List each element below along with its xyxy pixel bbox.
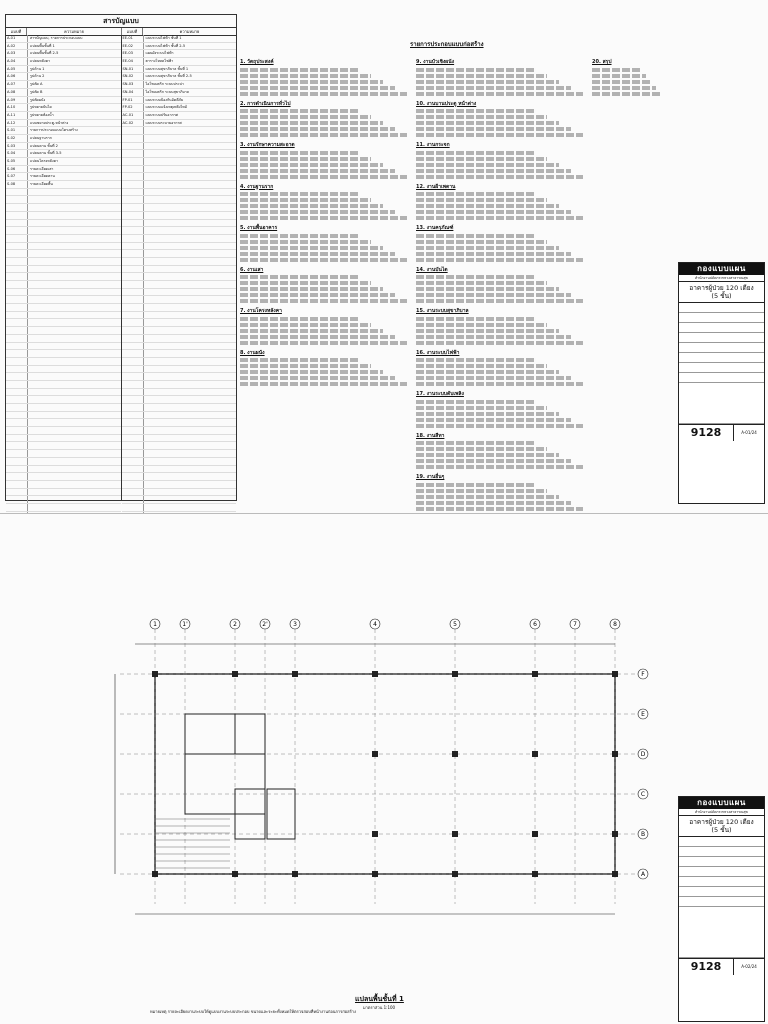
index-row-empty xyxy=(122,289,237,297)
index-row-empty xyxy=(6,458,121,466)
index-row xyxy=(6,97,121,105)
spec-section-heading: 2. การดำเนินการทั่วไป xyxy=(240,100,291,107)
spec-section-heading: 10. งานบานประตู หน้าต่าง xyxy=(416,100,477,107)
index-row-empty xyxy=(6,358,121,366)
index-row-empty xyxy=(6,373,121,381)
drawing-index-title: สารบัญแบบ xyxy=(6,15,236,28)
index-row xyxy=(6,73,121,81)
index-row-no: A-09 xyxy=(6,97,28,104)
tb-row xyxy=(679,373,764,383)
index-row-no: S-02 xyxy=(6,135,28,142)
index-row-empty xyxy=(122,427,237,435)
index-row-empty xyxy=(6,327,121,335)
index-row-no: SN-01 xyxy=(122,66,144,73)
index-row-name: แปลนพื้นชั้นที่ 2-5 xyxy=(30,51,59,56)
index-row-no: S-01 xyxy=(6,127,28,134)
index-row-empty xyxy=(122,304,237,312)
index-row-empty xyxy=(122,220,237,228)
index-row-empty xyxy=(122,419,237,427)
index-row xyxy=(6,35,121,43)
index-row-empty xyxy=(122,350,237,358)
index-row-empty xyxy=(122,212,237,220)
grid-label: E xyxy=(641,711,645,718)
index-row xyxy=(6,181,121,189)
index-row-empty xyxy=(122,412,237,420)
tb-row xyxy=(679,383,764,424)
title-block xyxy=(678,796,765,1022)
index-row-empty xyxy=(6,419,121,427)
index-row-no: EE-04 xyxy=(122,58,144,65)
index-row-empty xyxy=(122,389,237,397)
tb-row xyxy=(679,343,764,353)
spec-section-heading: 3. งานรักษาความสะอาด xyxy=(240,142,295,148)
org-name: สำนักงานปลัดกระทรวงสาธารณสุข xyxy=(679,275,764,282)
index-row-empty xyxy=(122,181,237,189)
tb-row xyxy=(679,887,764,897)
tb-row xyxy=(679,877,764,887)
index-row-empty xyxy=(122,396,237,404)
index-row-empty xyxy=(122,450,237,458)
index-row-empty xyxy=(122,204,237,212)
index-row-no: S-07 xyxy=(6,173,28,180)
index-row-no: EE-01 xyxy=(122,35,144,42)
index-row-no: S-03 xyxy=(6,143,28,150)
index-row-name: แปลนคาน ชั้นที่ 3-5 xyxy=(30,151,62,156)
plan-scale: มาตราส่วน 1:100 xyxy=(363,1005,396,1010)
building-outline xyxy=(155,674,615,874)
index-row-empty xyxy=(6,350,121,358)
index-row-empty xyxy=(6,227,121,235)
index-row-empty xyxy=(6,204,121,212)
project-name: อาคารผู้ป่วย 120 เตียง (5 ชั้น) xyxy=(679,816,764,837)
tb-row xyxy=(679,857,764,867)
index-row xyxy=(6,89,121,97)
index-row-empty xyxy=(122,373,237,381)
index-row-name: รูปตัด B xyxy=(30,89,43,94)
index-row-no: EE-03 xyxy=(122,50,144,57)
index-row-empty xyxy=(122,473,237,481)
index-row-empty xyxy=(122,466,237,474)
spec-section-heading: 13. งานครุภัณฑ์ xyxy=(416,225,454,231)
index-row-name: แผนผังระบบไฟฟ้า xyxy=(145,51,174,56)
index-row-no: AC-02 xyxy=(122,120,144,127)
index-row xyxy=(122,50,237,58)
index-row-no: A-12 xyxy=(6,120,28,127)
index-row-empty xyxy=(122,319,237,327)
index-row-name: รูปขยายห้องน้ำ xyxy=(30,112,54,117)
index-row-no: FP-02 xyxy=(122,104,144,111)
org-logo: กองแบบแผน xyxy=(679,797,764,809)
index-row-empty xyxy=(6,312,121,320)
spec-section-heading: 6. งานเสา xyxy=(240,266,264,273)
index-row-empty xyxy=(6,489,121,497)
project-name: อาคารผู้ป่วย 120 เตียง (5 ชั้น) xyxy=(679,282,764,303)
spec-column-3 xyxy=(592,54,662,98)
index-row xyxy=(6,81,121,89)
index-row xyxy=(122,120,237,128)
index-row-no: AC-01 xyxy=(122,112,144,119)
index-row-no: A-06 xyxy=(6,73,28,80)
index-row-no: A-04 xyxy=(6,58,28,65)
index-row-empty xyxy=(122,273,237,281)
index-row-no: S-06 xyxy=(6,166,28,173)
tb-row xyxy=(679,897,764,907)
index-row-empty xyxy=(6,189,121,197)
grid-label: 4 xyxy=(373,621,377,628)
index-row-empty xyxy=(122,404,237,412)
index-row xyxy=(6,150,121,158)
index-row-empty xyxy=(122,250,237,258)
index-row xyxy=(6,135,121,143)
index-row xyxy=(6,43,121,51)
floor-plan-drawing xyxy=(95,614,655,934)
index-row-empty xyxy=(6,319,121,327)
index-row xyxy=(122,112,237,120)
index-row-empty xyxy=(122,143,237,151)
index-row-no: A-01 xyxy=(6,35,28,42)
spec-section-heading: 14. งานบันได xyxy=(416,266,448,273)
index-row xyxy=(122,89,237,97)
org-logo: กองแบบแผน xyxy=(679,263,764,275)
index-row-empty xyxy=(6,481,121,489)
spec-section-heading: 7. งานโครงหลังคา xyxy=(240,308,282,314)
index-row-empty xyxy=(122,458,237,466)
index-row-empty xyxy=(6,273,121,281)
index-row-name: แบบระบบปรับอากาศ xyxy=(145,112,178,117)
index-row-empty xyxy=(122,496,237,504)
spec-section-heading: 18. งานสีทา xyxy=(416,432,445,439)
index-row-no: A-08 xyxy=(6,89,28,96)
index-row-empty xyxy=(6,412,121,420)
index-row-no: SN-04 xyxy=(122,89,144,96)
grid-label: 5 xyxy=(453,621,457,628)
index-row-empty xyxy=(6,381,121,389)
index-row-empty xyxy=(6,196,121,204)
grid-label: B xyxy=(640,831,646,838)
spec-section-heading: 11. งานกระจก xyxy=(416,142,450,148)
index-row-empty xyxy=(122,189,237,197)
index-row-empty xyxy=(6,442,121,450)
grid-label: A xyxy=(640,871,646,878)
index-row xyxy=(6,104,121,112)
index-row xyxy=(6,173,121,181)
sheet-number: A-02/24 xyxy=(733,959,764,975)
spec-section-heading: 15. งานระบบสุขาภิบาล xyxy=(416,308,469,314)
index-row-name: แบบขยายประตู-หน้าต่าง xyxy=(30,120,69,125)
index-row-no: SN-02 xyxy=(122,73,144,80)
tb-row xyxy=(679,353,764,363)
index-row xyxy=(122,58,237,66)
index-row-name: รายละเอียดคาน xyxy=(30,174,55,179)
index-row-no: S-05 xyxy=(6,158,28,165)
index-row-empty xyxy=(6,220,121,228)
index-row-empty xyxy=(6,343,121,351)
spec-section-heading: 19. งานอื่นๆ xyxy=(416,474,445,480)
index-row-empty xyxy=(122,173,237,181)
grid-label: D xyxy=(640,751,646,758)
index-row-empty xyxy=(122,127,237,135)
grid-label: 1 xyxy=(153,621,157,628)
index-row-empty xyxy=(122,266,237,274)
tb-row xyxy=(679,303,764,313)
index-row-empty xyxy=(122,442,237,450)
spec-column-2 xyxy=(416,54,586,513)
index-row-empty xyxy=(122,235,237,243)
index-row-empty xyxy=(122,150,237,158)
grid-label: 1' xyxy=(182,621,188,628)
index-row-empty xyxy=(6,296,121,304)
index-row xyxy=(122,81,237,89)
header-no: แบบที่ xyxy=(6,28,27,35)
index-row xyxy=(122,104,237,112)
spec-section-heading: 8. งานผนัง xyxy=(240,349,265,356)
grid-label: 2' xyxy=(262,621,268,628)
spec-section-heading: 16. งานระบบไฟฟ้า xyxy=(416,349,460,356)
index-row-empty xyxy=(6,396,121,404)
index-row-name: ไอโซเมตริก ระบบประปา xyxy=(145,82,184,87)
index-row xyxy=(6,66,121,74)
index-row-empty xyxy=(122,243,237,251)
tb-row xyxy=(679,907,764,958)
grid-label: 8 xyxy=(613,621,617,628)
index-row-empty xyxy=(122,135,237,143)
index-row-empty xyxy=(122,227,237,235)
tb-row xyxy=(679,847,764,857)
index-row-name: แบบระบบไฟฟ้า ชั้นที่ 1 xyxy=(145,36,182,40)
index-row-empty xyxy=(6,496,121,504)
index-row xyxy=(122,73,237,81)
index-row-name: รูปด้าน 2 xyxy=(30,74,45,79)
index-row-empty xyxy=(6,243,121,251)
index-row-name: รายละเอียดพื้น xyxy=(30,182,53,187)
tb-row xyxy=(679,323,764,333)
index-row-name: แบบระบบไฟฟ้า ชั้นที่ 2-5 xyxy=(145,43,186,48)
header-name: ความหมาย xyxy=(179,29,200,34)
index-row xyxy=(6,127,121,135)
index-row-no: A-05 xyxy=(6,66,28,73)
index-row-empty xyxy=(122,166,237,174)
index-row-empty xyxy=(122,281,237,289)
index-row-empty xyxy=(6,212,121,220)
index-row-empty xyxy=(6,250,121,258)
index-row-name: แปลนหลังคา xyxy=(30,59,51,64)
index-row-empty xyxy=(6,389,121,397)
lift-core xyxy=(267,789,295,839)
index-row-no: A-02 xyxy=(6,43,28,50)
room xyxy=(185,714,235,754)
tb-row xyxy=(679,867,764,877)
index-row xyxy=(6,120,121,128)
title-block xyxy=(678,262,765,504)
index-row-empty xyxy=(122,327,237,335)
index-row-empty xyxy=(6,235,121,243)
index-row-empty xyxy=(122,196,237,204)
index-row-empty xyxy=(122,435,237,443)
spec-section-heading: 4. งานฐานราก xyxy=(240,183,274,190)
index-row xyxy=(122,66,237,74)
drawing-index-table xyxy=(5,14,237,501)
index-row-empty xyxy=(6,473,121,481)
grid-label: 6 xyxy=(533,621,537,628)
index-row-empty xyxy=(6,404,121,412)
spec-title: รายการประกอบแบบก่อสร้าง xyxy=(410,41,484,48)
index-row-no: S-04 xyxy=(6,150,28,157)
index-row-empty xyxy=(6,258,121,266)
index-row-name: แปลนคาน ชั้นที่ 2 xyxy=(30,143,58,148)
index-row-no: FP-01 xyxy=(122,97,144,104)
grid-label: F xyxy=(641,671,645,678)
spec-section-heading: 17. งานระบบดับเพลิง xyxy=(416,391,464,397)
index-row-empty xyxy=(122,366,237,374)
index-row xyxy=(6,50,121,58)
index-row-name: แบบระบบสุขาภิบาล ชั้นที่ 1 xyxy=(145,66,189,71)
room xyxy=(185,754,265,814)
index-row-name: รูปตัด A xyxy=(30,82,43,87)
spec-section-heading: 5. งานพื้นอาคาร xyxy=(240,225,278,231)
index-row-name: ตารางโหลดไฟฟ้า xyxy=(145,59,174,64)
index-row-empty xyxy=(122,258,237,266)
spec-section-heading: 1. วัตถุประสงค์ xyxy=(240,59,274,65)
index-row-empty xyxy=(122,358,237,366)
index-row-empty xyxy=(122,489,237,497)
index-row xyxy=(122,35,237,43)
index-row-no: A-07 xyxy=(6,81,28,88)
index-row-empty xyxy=(6,281,121,289)
index-row-empty xyxy=(122,381,237,389)
tb-row xyxy=(679,313,764,323)
spec-section-heading: 12. งานฝ้าเพดาน xyxy=(416,183,456,190)
index-row-no: S-08 xyxy=(6,181,28,188)
room xyxy=(235,714,265,754)
index-row-name: รูปตัดผนัง xyxy=(30,97,46,102)
spec-column-1 xyxy=(240,54,410,388)
index-row-no: SN-03 xyxy=(122,81,144,88)
index-row-empty xyxy=(6,304,121,312)
index-row xyxy=(6,143,121,151)
index-row-empty xyxy=(6,366,121,374)
index-row-empty xyxy=(122,158,237,166)
index-row xyxy=(6,158,121,166)
spec-section-heading: 9. งานบัวเชิงผนัง xyxy=(416,59,455,65)
index-row xyxy=(6,166,121,174)
index-row-empty xyxy=(6,289,121,297)
index-row xyxy=(6,112,121,120)
grid-label: 7 xyxy=(573,621,577,628)
index-row-name: รูปด้าน 1 xyxy=(30,66,45,71)
index-column-left xyxy=(6,35,122,500)
index-row-empty xyxy=(6,427,121,435)
drawing-number: 9128 xyxy=(690,426,722,439)
index-row-name: รายละเอียดเสา xyxy=(30,166,54,171)
index-row-empty xyxy=(122,312,237,320)
tb-row xyxy=(679,837,764,847)
index-row xyxy=(122,97,237,105)
index-row-empty xyxy=(6,335,121,343)
index-row xyxy=(122,43,237,51)
index-row-name: แปลนพื้นชั้นที่ 1 xyxy=(30,43,55,48)
plan-notes: หมายเหตุ รายละเอียดงานระบบให้ดูแบบงานระบบประกอบ ขนาดและระยะทั้งหมดให้ตรวจสอบที่หน้างานก่อนการก่อสร้าง xyxy=(150,1009,356,1014)
index-row-no: A-10 xyxy=(6,104,28,111)
grid-label: 2 xyxy=(233,621,237,628)
index-row-no: A-03 xyxy=(6,50,28,57)
index-row-no: A-11 xyxy=(6,112,28,119)
index-row-name: ไอโซเมตริก ระบบสุขาภิบาล xyxy=(145,89,189,94)
index-column-right xyxy=(122,35,237,500)
index-row-empty xyxy=(122,481,237,489)
index-row-name: แบบระบบแจ้งเหตุเพลิงไหม้ xyxy=(145,105,188,110)
org-name: สำนักงานปลัดกระทรวงสาธารณสุข xyxy=(679,809,764,816)
index-row-empty xyxy=(6,266,121,274)
header-name: ความหมาย xyxy=(27,28,122,35)
sheet-number: A-01/24 xyxy=(733,425,764,441)
drawing-number: 9128 xyxy=(690,960,722,973)
index-row-empty xyxy=(6,466,121,474)
index-row-name: แปลนฐานราก xyxy=(30,135,52,140)
index-row-empty xyxy=(6,435,121,443)
index-row-name: แบบระบบสุขาภิบาล ชั้นที่ 2-5 xyxy=(145,74,192,79)
index-row xyxy=(6,58,121,66)
index-row-empty xyxy=(122,335,237,343)
index-row-name: แปลนโครงหลังคา xyxy=(30,159,59,163)
drawing-sheet-a02 xyxy=(0,514,768,1024)
index-row-empty xyxy=(122,343,237,351)
index-row-name: แบบระบบป้องกันอัคคีภัย xyxy=(145,97,184,102)
index-row-name: รายการประกอบแบบโครงสร้าง xyxy=(30,128,78,133)
grid-label: 3 xyxy=(293,621,297,628)
spec-section-heading: 20. สรุป xyxy=(592,59,612,65)
index-row-empty xyxy=(6,504,121,512)
index-row-empty xyxy=(122,504,237,512)
index-row-name: สารบัญแบบ, รายการประกอบแบบ xyxy=(30,36,83,40)
index-row-name: แบบระบบระบายอากาศ xyxy=(145,120,182,125)
index-row-empty xyxy=(122,296,237,304)
header-no: แบบที่ xyxy=(122,28,143,35)
index-row-no: EE-02 xyxy=(122,43,144,50)
tb-row xyxy=(679,333,764,343)
grid-label: C xyxy=(640,791,646,798)
index-row-name: รูปขยายบันได xyxy=(30,105,52,110)
index-row-empty xyxy=(6,450,121,458)
tb-row xyxy=(679,363,764,373)
plan-caption: แปลนพื้นชั้นที่ 1 xyxy=(355,995,404,1003)
